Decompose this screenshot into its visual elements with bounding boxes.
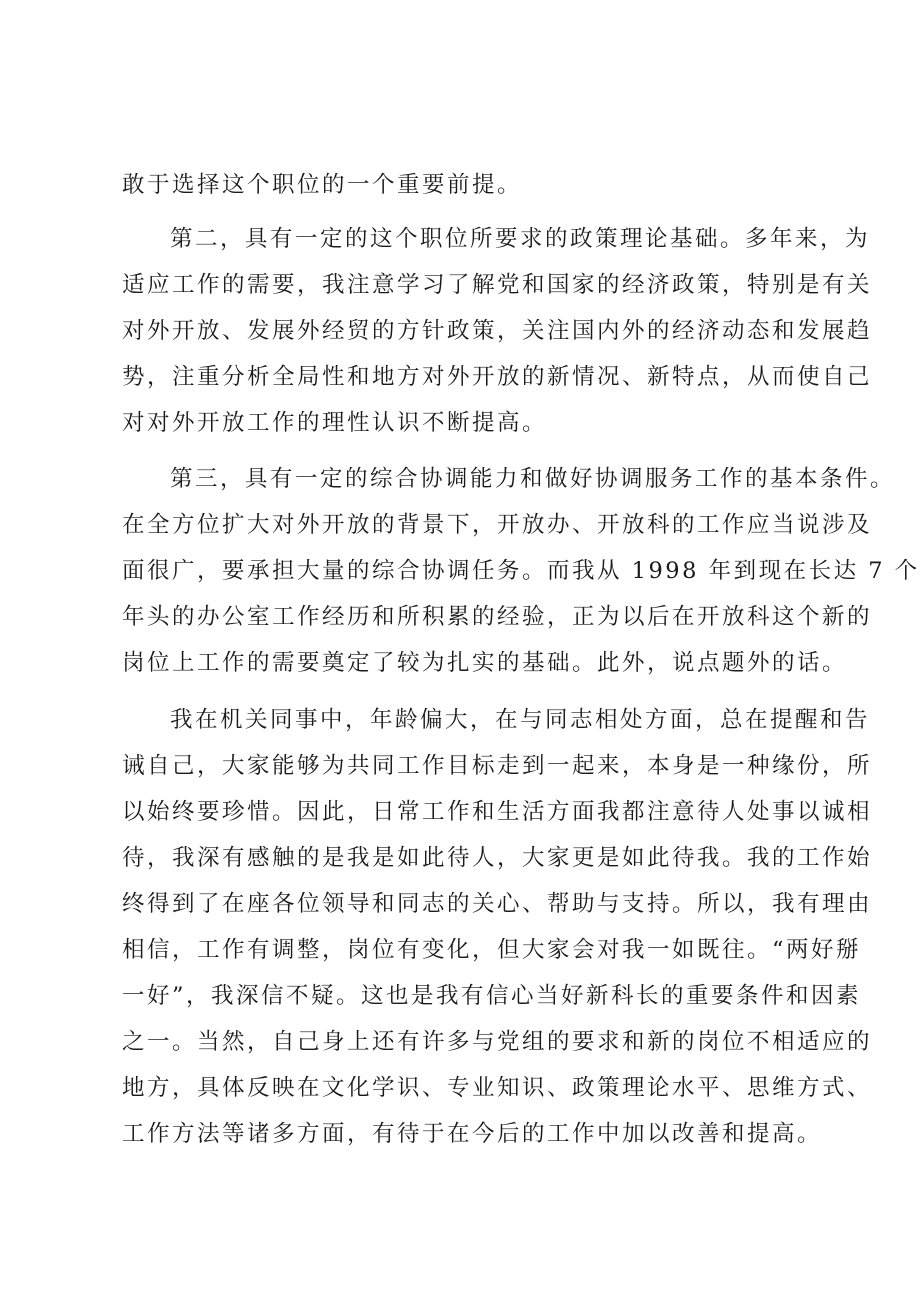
text-line: 适应工作的需要，我注意学习了解党和国家的经济政策，特别是有关 <box>122 272 873 298</box>
text-line: 敢于选择这个职位的一个重要前提。 <box>122 172 523 198</box>
text-line: 待，我深有感触的是我是如此待人，大家更是如此待我。我的工作始 <box>122 845 873 871</box>
text-line: 相信，工作有调整，岗位有变化，但大家会对我一如既往。“两好掰 <box>122 937 862 963</box>
text-line: 岗位上工作的需要奠定了较为扎实的基础。此外，说点题外的话。 <box>122 650 848 676</box>
text-line: 地方，具体反映在文化学识、专业知识、政策理论水平、思维方式、 <box>122 1075 873 1101</box>
text-line: 诫自己，大家能够为共同工作目标走到一起来，本身是一种缘份，所 <box>122 753 873 779</box>
text-line: 年头的办公室工作经历和所积累的经验，正为以后在开放科这个新的 <box>122 604 873 630</box>
text-line: 之一。当然，自己身上还有许多与党组的要求和新的岗位不相适应的 <box>122 1029 873 1055</box>
text-line: 以始终要珍惜。因此，日常工作和生活方面我都注意待人处事以诚相 <box>122 799 873 825</box>
text-line: 势，注重分析全局性和地方对外开放的新情况、新特点，从而使自己 <box>122 364 873 390</box>
text-line: 对对外开放工作的理性认识不断提高。 <box>122 410 548 436</box>
text-line: 一好”，我深信不疑。这也是我有信心当好新科长的重要条件和因素 <box>122 983 862 1009</box>
text-line: 在全方位扩大对外开放的背景下，开放办、开放科的工作应当说涉及 <box>122 512 873 538</box>
paragraph-first-line: 第三，具有一定的综合协调能力和做好协调服务工作的基本条件。 <box>170 466 896 492</box>
text-line: 终得到了在座各位领导和同志的关心、帮助与支持。所以，我有理由 <box>122 891 873 917</box>
text-line: 工作方法等诸多方面，有待于在今后的工作中加以改善和提高。 <box>122 1121 823 1147</box>
text-line: 对外开放、发展外经贸的方针政策，关注国内外的经济动态和发展趋 <box>122 318 873 344</box>
paragraph-first-line: 第二，具有一定的这个职位所要求的政策理论基础。多年来，为 <box>170 226 871 252</box>
text-line: 面很广，要承担大量的综合协调任务。而我从 1998 年到现在长达 7 个 <box>122 558 920 584</box>
paragraph-first-line: 我在机关同事中，年龄偏大，在与同志相处方面，总在提醒和告 <box>170 707 871 733</box>
